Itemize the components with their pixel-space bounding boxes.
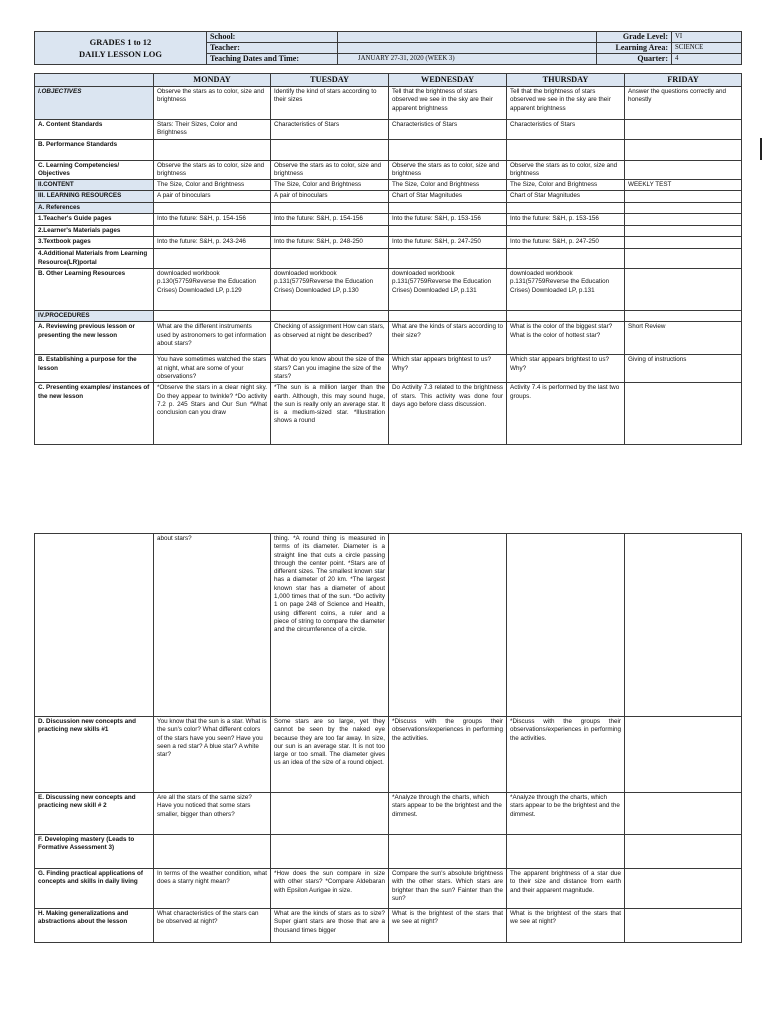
row-label: A. References: [35, 202, 154, 213]
cell-monday: [154, 139, 271, 160]
table-row: [35, 120, 742, 140]
cell-wednesday: [389, 202, 507, 213]
cell-wednesday: [389, 835, 507, 869]
cell-wednesday: *Analyze through the charts, which stars appear to be the brightest and the dimmest.: [389, 793, 507, 835]
day-header-wednesday: WEDNESDAY: [389, 74, 507, 87]
table-row: [35, 869, 742, 909]
row-label: 3.Textbook pages: [35, 237, 154, 249]
school-value: [338, 32, 597, 43]
row-label: 4.Additional Materials from Learning Resource(LR)portal: [35, 249, 154, 269]
row-label: A. Content Standards: [35, 120, 154, 140]
table-row: [35, 534, 742, 717]
cell-monday: *Observe the stars in a clear night sky. Do they appear to twinkle? *Do activity 7.2 p. 245 Stars and Our Sun *What conclusion can you draw: [154, 383, 271, 445]
row-label: 1.Teacher's Guide pages: [35, 214, 154, 226]
cell-tuesday: Characteristics of Stars: [271, 120, 389, 140]
cell-monday: Observe the stars as to color, size and brightness: [154, 160, 271, 180]
cell-thursday: downloaded workbook p.131(57759Reverse the Education Crises) Downloaded LP, p.131: [507, 268, 625, 310]
cell-monday: Stars: Their Sizes, Color and Brightness: [154, 120, 271, 140]
cell-thursday: Characteristics of Stars: [507, 120, 625, 140]
row-label: B. Other Learning Resources: [35, 268, 154, 310]
row-label: I.OBJECTIVES: [35, 87, 154, 120]
log-title: [35, 32, 207, 65]
cell-thursday: [507, 835, 625, 869]
row-label: H. Making generalizations and abstractions about the lesson: [35, 909, 154, 943]
cell-friday: [625, 214, 742, 226]
title-line-2: DAILY LESSON LOG: [79, 49, 162, 59]
cell-tuesday: Checking of assignment How can stars, as observed at night be described?: [271, 322, 389, 355]
cell-thursday: Activity 7.4 is performed by the last two groups.: [507, 383, 625, 445]
cell-friday: [625, 202, 742, 213]
cell-thursday: *Discuss with the groups their observations/experiences in performing the activities.: [507, 717, 625, 793]
cell-thursday: *Analyze through the charts, which stars appear to be the brightest and the dimmest.: [507, 793, 625, 835]
grade-level-value: VI: [672, 32, 742, 43]
cell-friday: [625, 139, 742, 160]
row-label: B. Establishing a purpose for the lesson: [35, 355, 154, 383]
cell-wednesday: Do Activity 7.3 related to the brightness of stars. This activity was done four days ago before class discussion.: [389, 383, 507, 445]
cell-friday: [625, 909, 742, 943]
row-label: C. Presenting examples/ instances of the new lesson: [35, 383, 154, 445]
cell-monday: What are the different instruments used by astronomers to get information about stars?: [154, 322, 271, 355]
grade-level-label: Grade Level:: [597, 32, 672, 43]
row-label: B. Performance Standards: [35, 139, 154, 160]
cell-thursday: Observe the stars as to color, size and brightness: [507, 160, 625, 180]
cell-monday: Are all the stars of the same size? Have you noticed that some stars smaller, bigger than others?: [154, 793, 271, 835]
table-row: [35, 191, 742, 202]
cell-tuesday: What are the kinds of stars as to size? Super giant stars are those that are a thousand times bigger: [271, 909, 389, 943]
learning-area-value: SCIENCE: [672, 43, 742, 54]
cell-tuesday: [271, 202, 389, 213]
cell-wednesday: Into the future: S&H, p. 153-156: [389, 214, 507, 226]
table-row: [35, 226, 742, 237]
cell-monday: about stars?: [154, 534, 271, 717]
row-label: III. LEARNING RESOURCES: [35, 191, 154, 202]
cell-tuesday: [271, 249, 389, 269]
cell-tuesday: Into the future: S&H, p. 154-156: [271, 214, 389, 226]
cell-monday: Into the future: S&H, p. 243-246: [154, 237, 271, 249]
cell-friday: Short Review: [625, 322, 742, 355]
teaching-dates-value: JANUARY 27-31, 2020 (WEEK 3): [338, 54, 597, 65]
cell-friday: [625, 717, 742, 793]
cell-thursday: [507, 310, 625, 321]
learning-area-label: Learning Area:: [597, 43, 672, 54]
table-row: [35, 249, 742, 269]
teaching-dates-label: Teaching Dates and Time:: [207, 54, 338, 65]
cell-tuesday: *The sun is a million larger than the earth. Although, this may sound huge, the sun is really only an average star. It is a medium-sized star. *Illustration shows a round: [271, 383, 389, 445]
cell-tuesday: [271, 793, 389, 835]
cell-friday: [625, 237, 742, 249]
cell-monday: You know that the sun is a star. What is the sun's color? What different colors of the stars have you seen? Have you seen a red star? A blue star? A white star?: [154, 717, 271, 793]
table-row: [35, 383, 742, 445]
cell-friday: [625, 268, 742, 310]
cell-wednesday: Observe the stars as to color, size and brightness: [389, 160, 507, 180]
cell-tuesday: [271, 310, 389, 321]
row-label: [35, 534, 154, 717]
cell-wednesday: Which star appears brightest to us? Why?: [389, 355, 507, 383]
cell-tuesday: thing. *A round thing is measured in terms of its diameter. Diameter is a straight line that cuts a circle passing through the center point. *Stars are of different sizes. The smallest known star has a diameter of 20 km. *The largest known star has a diameter of about 1,000 times that of the sun. *Do activity 1 on page 248 of Science and Health, using different coins, a ruler and a piece of string to compare the diameter and the circumference of a circle.: [271, 534, 389, 717]
header-table: [34, 31, 742, 65]
cell-friday: WEEKLY TEST: [625, 180, 742, 191]
cell-friday: Answer the questions correctly and honestly: [625, 87, 742, 120]
title-line-1: GRADES 1 to 12: [89, 37, 152, 47]
cell-monday: [154, 202, 271, 213]
cell-friday: [625, 383, 742, 445]
cell-thursday: Tell that the brightness of stars observed we see in the sky are their apparent brightness: [507, 87, 625, 120]
row-label: E. Discussing new concepts and practicing new skill # 2: [35, 793, 154, 835]
cell-wednesday: Characteristics of Stars: [389, 120, 507, 140]
cell-wednesday: Into the future: S&H, p. 247-250: [389, 237, 507, 249]
cell-friday: [625, 534, 742, 717]
cell-monday: [154, 226, 271, 237]
cell-monday: What characteristics of the stars can be observed at night?: [154, 909, 271, 943]
cell-friday: [625, 160, 742, 180]
cell-tuesday: [271, 139, 389, 160]
cell-friday: Giving of instructions: [625, 355, 742, 383]
table-row: [35, 310, 742, 321]
lesson-log-table-continued: [34, 533, 742, 943]
table-row: [35, 909, 742, 943]
table-row: [35, 322, 742, 355]
table-row: [35, 793, 742, 835]
cell-thursday: Into the future: S&H, p. 247-250: [507, 237, 625, 249]
table-row: [35, 180, 742, 191]
day-header-row: [35, 74, 742, 87]
cell-thursday: [507, 226, 625, 237]
cell-thursday: What is the brightest of the stars that we see at night?: [507, 909, 625, 943]
cell-tuesday: What do you know about the size of the stars? Can you imagine the size of the stars?: [271, 355, 389, 383]
cell-thursday: The apparent brightness of a star due to their size and distance from earth and their apparent magnitude.: [507, 869, 625, 909]
cell-wednesday: [389, 139, 507, 160]
table-row: [35, 717, 742, 793]
row-label: C. Learning Competencies/ Objectives: [35, 160, 154, 180]
cell-friday: [625, 869, 742, 909]
cell-monday: [154, 249, 271, 269]
teacher-label: Teacher:: [207, 43, 338, 54]
cell-wednesday: What is the brightest of the stars that we see at night?: [389, 909, 507, 943]
day-header-thursday: THURSDAY: [507, 74, 625, 87]
cell-thursday: [507, 139, 625, 160]
cell-thursday: The Size, Color and Brightness: [507, 180, 625, 191]
row-label: D. Discussion new concepts and practicing new skills #1: [35, 717, 154, 793]
cell-friday: [625, 793, 742, 835]
table-row: [35, 268, 742, 310]
cell-monday: [154, 835, 271, 869]
cell-wednesday: Compare the sun's absolute brightness with the other stars. Which stars are brighter than the sun? Fainter than the sun?: [389, 869, 507, 909]
cell-tuesday: Observe the stars as to color, size and brightness: [271, 160, 389, 180]
cell-friday: [625, 249, 742, 269]
row-label: II.CONTENT: [35, 180, 154, 191]
cell-thursday: [507, 249, 625, 269]
lesson-log-table: [34, 73, 742, 445]
teacher-value: [338, 43, 597, 54]
cell-tuesday: Some stars are so large, yet they cannot be seen by the naked eye because they are too far away. In size, our sun is an average star. It is not too large or too small. The diameter gives us an idea of the size of a round object.: [271, 717, 389, 793]
row-label: IV.PROCEDURES: [35, 310, 154, 321]
cell-wednesday: [389, 249, 507, 269]
cell-friday: [625, 310, 742, 321]
day-header-tuesday: TUESDAY: [271, 74, 389, 87]
cell-monday: In terms of the weather condition, what does a starry night mean?: [154, 869, 271, 909]
cell-tuesday: A pair of binoculars: [271, 191, 389, 202]
cell-monday: A pair of binoculars: [154, 191, 271, 202]
cell-monday: Observe the stars as to color, size and brightness: [154, 87, 271, 120]
table-row: [35, 87, 742, 120]
corner-cell: [35, 74, 154, 87]
cell-monday: Into the future: S&H, p. 154-156: [154, 214, 271, 226]
cell-friday: [625, 120, 742, 140]
cell-wednesday: [389, 226, 507, 237]
cell-wednesday: [389, 534, 507, 717]
table-row: [35, 237, 742, 249]
cell-tuesday: [271, 226, 389, 237]
cell-monday: You have sometimes watched the stars at night, what are some of your observations?: [154, 355, 271, 383]
cell-wednesday: Tell that the brightness of stars observed we see in the sky are their apparent brightness: [389, 87, 507, 120]
cell-wednesday: The Size, Color and Brightness: [389, 180, 507, 191]
table-row: [35, 214, 742, 226]
table-row: [35, 160, 742, 180]
page-edge-mark: [760, 138, 762, 160]
row-label: A. Reviewing previous lesson or presenting the new lesson: [35, 322, 154, 355]
cell-wednesday: downloaded workbook p.131(57759Reverse the Education Crises) Downloaded LP, p.131: [389, 268, 507, 310]
cell-monday: The Size, Color and Brightness: [154, 180, 271, 191]
table-row: [35, 355, 742, 383]
table-row: [35, 139, 742, 160]
row-label: F. Developing mastery (Leads to Formative Assessment 3): [35, 835, 154, 869]
quarter-value: 4: [672, 54, 742, 65]
table-row: [35, 202, 742, 213]
cell-wednesday: *Discuss with the groups their observations/experiences in performing the activities.: [389, 717, 507, 793]
cell-tuesday: Identify the kind of stars according to their sizes: [271, 87, 389, 120]
cell-tuesday: Into the future: S&H, p. 248-250: [271, 237, 389, 249]
cell-thursday: Into the future: S&H, p. 153-156: [507, 214, 625, 226]
cell-friday: [625, 191, 742, 202]
row-label: 2.Learner's Materials pages: [35, 226, 154, 237]
table-row: [35, 835, 742, 869]
day-header-monday: MONDAY: [154, 74, 271, 87]
cell-friday: [625, 835, 742, 869]
cell-monday: [154, 310, 271, 321]
cell-thursday: Chart of Star Magnitudes: [507, 191, 625, 202]
cell-wednesday: Chart of Star Magnitudes: [389, 191, 507, 202]
cell-tuesday: The Size, Color and Brightness: [271, 180, 389, 191]
school-label: School:: [207, 32, 338, 43]
cell-thursday: [507, 534, 625, 717]
day-header-friday: FRIDAY: [625, 74, 742, 87]
cell-tuesday: [271, 835, 389, 869]
cell-thursday: Which star appears brightest to us? Why?: [507, 355, 625, 383]
cell-thursday: [507, 202, 625, 213]
cell-wednesday: What are the kinds of stars according to their size?: [389, 322, 507, 355]
cell-wednesday: [389, 310, 507, 321]
cell-friday: [625, 226, 742, 237]
cell-thursday: What is the color of the biggest star? What is the color of hottest star?: [507, 322, 625, 355]
cell-monday: downloaded workbook p.130(57759Reverse the Education Crises) Downloaded LP, p.129: [154, 268, 271, 310]
cell-tuesday: *How does the sun compare in size with other stars? *Compare Aldebaran with Epsilon Aurigae in size.: [271, 869, 389, 909]
quarter-label: Quarter:: [597, 54, 672, 65]
row-label: G. Finding practical applications of concepts and skills in daily living: [35, 869, 154, 909]
cell-tuesday: downloaded workbook p.131(57759Reverse the Education Crises) Downloaded LP, p.130: [271, 268, 389, 310]
